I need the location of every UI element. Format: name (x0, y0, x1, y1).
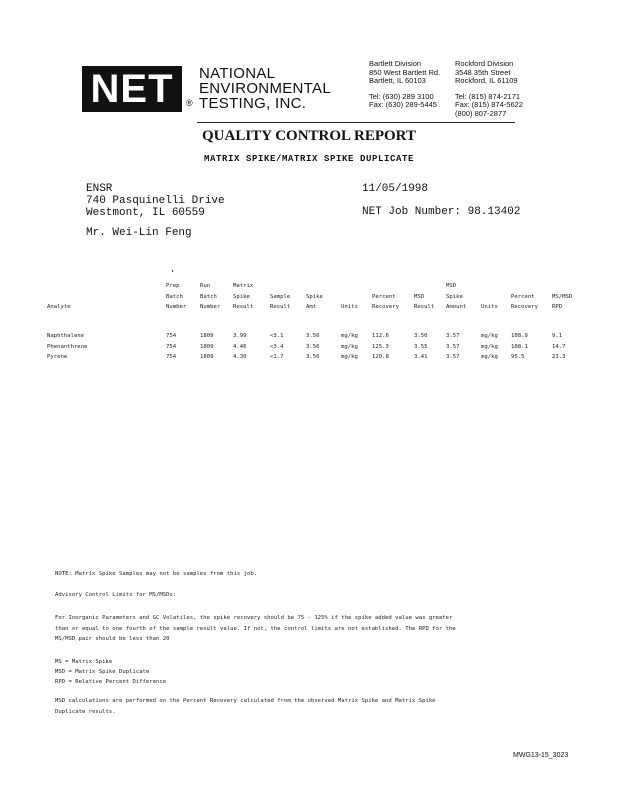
table-cell: 3.55 (414, 344, 428, 350)
address-line: Rockford Division (455, 59, 514, 68)
column-header-rpd: RPD (552, 304, 563, 310)
column-header-matrix: Spike (233, 294, 250, 300)
registered-mark: ® (186, 98, 193, 108)
table-cell: <3.4 (270, 344, 284, 350)
analyte-name: Pyrene (47, 354, 68, 360)
client-line: ENSR (86, 183, 113, 195)
table-cell: <1.7 (270, 354, 284, 360)
column-header-run: Number (200, 304, 221, 310)
column-header-units2: Units (481, 304, 498, 310)
address-line: Bartlett, IL 60103 (369, 76, 426, 86)
address-line: 3548 35th Street (455, 67, 511, 77)
table-cell: 4.30 (233, 354, 247, 360)
matrix-spike-note: NOTE: Matrix Spike Samples may not be samples from this job. (55, 571, 258, 577)
phone-line: Tel: (815) 874-2171 (455, 91, 521, 101)
column-header-pct2: Recovery (511, 304, 538, 310)
fax-line: Fax: (630) 289-5445 (369, 100, 437, 110)
table-cell: 3.56 (306, 333, 320, 339)
column-header-msdspike: Amount (446, 304, 467, 310)
report-title: QUALITY CONTROL REPORT (202, 128, 416, 144)
column-header-pct: Recovery (372, 304, 399, 310)
table-cell: mg/kg (341, 344, 358, 350)
column-header-matrix: Matrix (233, 283, 254, 289)
client-line: 740 Pasquinelli Drive (86, 195, 225, 207)
table-cell: mg/kg (481, 344, 498, 350)
table-cell: 754 (166, 344, 177, 350)
table-cell: 3.57 (446, 344, 460, 350)
column-header-sample: Result (270, 304, 291, 310)
net-logo: NET (82, 66, 182, 112)
advisory-title: Advisory Control Limits for MS/MSDs: (55, 592, 177, 598)
table-cell: 3.56 (306, 354, 320, 360)
table-cell: 3.99 (233, 333, 247, 339)
company-line: NATIONAL (199, 65, 276, 82)
address-line: Bartlett Division (369, 59, 422, 68)
column-header-spike: Spike (306, 294, 323, 300)
table-cell: 3.56 (306, 344, 320, 350)
column-header-msd: MSD (414, 294, 425, 300)
phone-line: Tel: (630) 289 3100 (369, 91, 434, 101)
table-cell: 108.1 (511, 344, 528, 350)
calculation-note: MSD calculations are performed on the Percent Recovery calculated from the observed Matrix Spike and Matrix Spike (55, 698, 436, 704)
column-header-prep: Prep (166, 283, 180, 289)
table-cell: 4.46 (233, 344, 247, 350)
analyte-name: Phenanthrene (47, 344, 88, 350)
column-header-units: Units (341, 304, 358, 310)
column-header-msd: Result (414, 304, 435, 310)
table-cell: 9.1 (552, 333, 563, 339)
table-cell: 125.3 (372, 344, 389, 350)
client-contact: Mr. Wei-Lin Feng (86, 227, 192, 239)
table-cell: 1809 (200, 333, 214, 339)
notes-section (55, 570, 595, 720)
table-cell: 3.50 (414, 333, 428, 339)
job-number-value: 98.13402 (467, 206, 521, 218)
company-line: ENVIRONMENTAL (199, 80, 331, 97)
advisory-line: For Inorganic Parameters and GC Volatiles, the spike recovery should be 75 - 125% if the spike added value was greater (55, 615, 453, 621)
table-cell: 108.9 (511, 333, 528, 339)
table-cell: 23.3 (552, 354, 566, 360)
column-header-sample: Sample (270, 294, 291, 300)
table-cell: mg/kg (341, 354, 358, 360)
table-cell: 95.5 (511, 354, 525, 360)
table-cell: mg/kg (481, 354, 498, 360)
advisory-line: than or equal to one fourth of the sample result value. If not, the control limits are not established. The RPD for the (55, 626, 456, 632)
table-cell: mg/kg (341, 333, 358, 339)
fax-line: Fax: (815) 874-5622 (455, 100, 523, 110)
column-header-spike: Amt (306, 304, 317, 310)
abbreviation-line: MS = Matrix Spike (55, 659, 113, 665)
column-header-msdspike: MSD (446, 283, 457, 289)
column-header-pct: Percent (372, 294, 396, 300)
table-cell: 754 (166, 333, 177, 339)
table-cell: 754 (166, 354, 177, 360)
column-header-analyte: Analyte (47, 304, 71, 310)
table-cell: 3.57 (446, 354, 460, 360)
table-cell: 14.7 (552, 344, 566, 350)
column-header-run: Run (200, 283, 211, 289)
column-header-rpd: MS/MSD (552, 294, 573, 300)
table-cell: mg/kg (481, 333, 498, 339)
client-line: Westmont, IL 60559 (86, 207, 205, 219)
address-line: Rockford, IL 61109 (455, 76, 518, 86)
job-number-label: NET Job Number: (362, 206, 462, 218)
phone-line: (800) 807-2877 (455, 108, 507, 118)
table-cell: 120.8 (372, 354, 389, 360)
abbreviation-line: RPD = Relative Percent Difference (55, 679, 167, 685)
document-id: MWG13-15_3023 (513, 752, 569, 759)
table-cell: 1809 (200, 344, 214, 350)
table-cell: 1809 (200, 354, 214, 360)
table-cell: 3.57 (446, 333, 460, 339)
address-line: 850 West Bartlett Rd. (369, 67, 441, 77)
advisory-line: MS/MSD pair should be less than 20 (55, 636, 170, 642)
abbreviation-line: MSD = Matrix Spike Duplicate (55, 669, 150, 675)
table-cell: <3.1 (270, 333, 284, 339)
report-subtitle: MATRIX SPIKE/MATRIX SPIKE DUPLICATE (203, 154, 415, 164)
table-cell: 112.6 (372, 333, 389, 339)
analyte-name: Naphthalene (47, 333, 85, 339)
table-cell: 3.41 (414, 354, 428, 360)
calculation-note: Duplicate results. (55, 709, 116, 715)
column-header-run: Batch (200, 294, 217, 300)
column-header-prep: Number (166, 304, 187, 310)
column-header-matrix: Result (233, 304, 254, 310)
column-header-prep: Batch (166, 294, 183, 300)
column-header-msdspike: Spike (446, 294, 463, 300)
report-date: 11/05/1998 (362, 183, 429, 195)
column-header-pct2: Percent (511, 294, 535, 300)
company-line: TESTING, INC. (199, 95, 307, 112)
